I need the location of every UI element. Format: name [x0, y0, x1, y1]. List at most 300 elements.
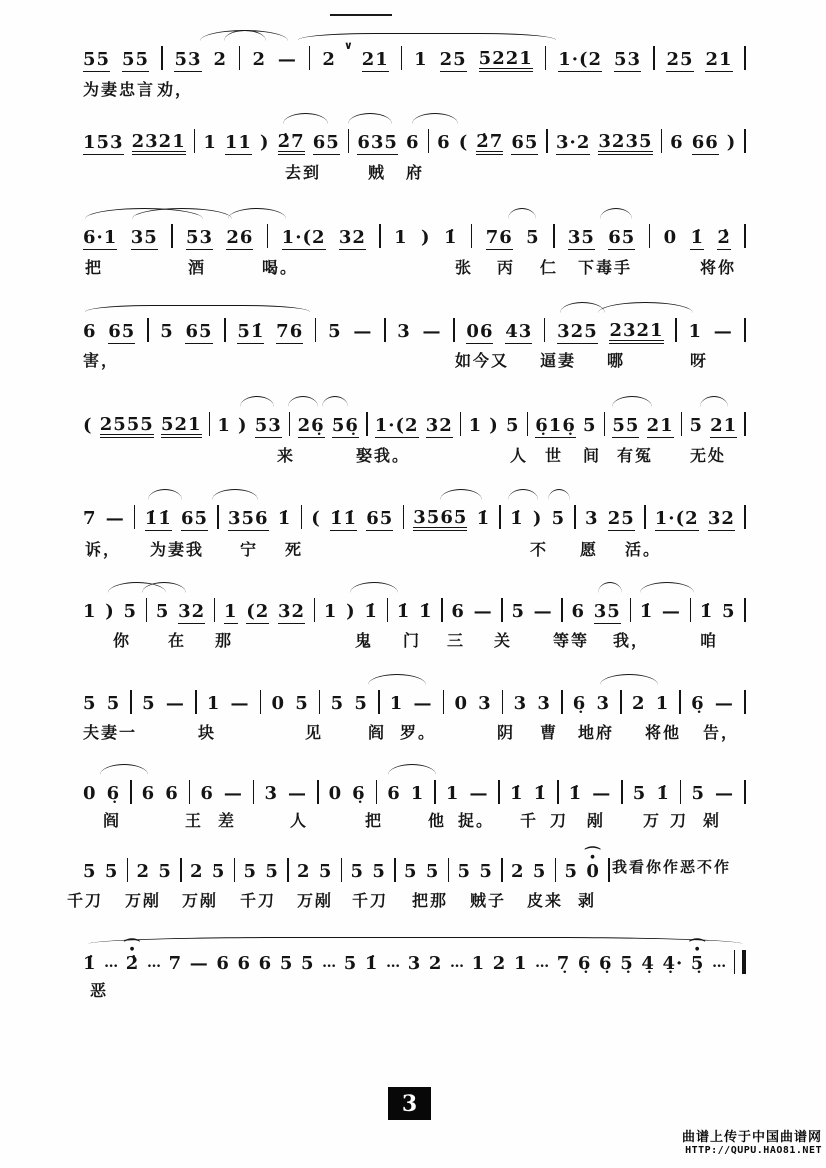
barline — [621, 780, 623, 804]
note: 5 — [583, 415, 597, 436]
barline — [366, 412, 368, 436]
note: — — [592, 783, 612, 804]
lyric-syllable: 阎 — [368, 725, 387, 742]
barline — [319, 690, 321, 714]
note: 6̣ — [572, 693, 587, 714]
note: 55 — [612, 415, 640, 436]
note: 6 — [165, 783, 179, 804]
note: 1̇ — [656, 783, 670, 804]
note: 2 — [297, 861, 311, 882]
note: — — [473, 601, 493, 622]
barline — [260, 690, 262, 714]
slur-arc — [508, 208, 536, 219]
note: 43 — [505, 321, 533, 342]
note: ⌒ 5̣ ● — [691, 955, 705, 976]
note: 25 — [666, 49, 694, 70]
note: 53 — [254, 415, 282, 436]
note: ) — [489, 415, 499, 436]
note: 65 — [608, 227, 636, 248]
note: — — [661, 601, 681, 622]
note: 521 — [161, 416, 202, 438]
barline — [134, 505, 136, 529]
slur-arc — [600, 208, 632, 219]
barline — [161, 46, 163, 70]
note: 32 — [277, 601, 306, 622]
lyric-syllable: 愿 — [580, 542, 599, 559]
barline — [561, 690, 563, 714]
barline — [441, 598, 443, 622]
note: 2 — [136, 861, 151, 882]
lyric-syllable: 关 — [494, 633, 513, 650]
note: 5 — [689, 415, 703, 436]
note: 1 — [203, 132, 217, 153]
barline — [744, 780, 746, 804]
note: 1̇ — [418, 601, 433, 622]
note: 1̇ — [364, 601, 378, 622]
note: 6 — [258, 953, 273, 974]
note: 1 — [414, 49, 428, 70]
note: — — [189, 953, 209, 974]
lyric-syllable: 王 — [185, 813, 204, 830]
note: 76 — [276, 321, 304, 342]
note: 1̇ — [510, 508, 524, 529]
note: 2555 — [100, 416, 154, 438]
note: ) — [260, 132, 270, 153]
barline — [434, 780, 436, 804]
slur-arc — [212, 489, 258, 500]
note: ) — [105, 601, 115, 622]
lyric-syllable: 在 — [168, 633, 187, 650]
slur-arc — [148, 489, 182, 500]
note: 5 — [551, 508, 566, 529]
note: 2̇ — [717, 227, 731, 248]
note: 6 — [141, 783, 156, 804]
note: — — [533, 601, 553, 622]
note: 1̇1̇ — [144, 508, 172, 529]
lyric-syllable: 去到 — [285, 165, 322, 182]
barline — [315, 318, 317, 342]
barline — [195, 690, 197, 714]
note: 3 — [585, 508, 599, 529]
barline — [471, 224, 473, 248]
note: 6 — [451, 601, 465, 622]
lyric-syllable: 酒 — [188, 260, 207, 277]
note: 5 — [457, 861, 472, 882]
notation-row-6 — [0, 505, 826, 531]
barline — [428, 129, 430, 153]
barline — [341, 858, 343, 882]
barline — [130, 690, 132, 714]
lyric-syllable: 把 — [365, 813, 384, 830]
lyric-syllable: 人 — [510, 448, 529, 465]
slur-arc — [640, 582, 694, 593]
lyric-syllable: 呀 — [690, 353, 709, 370]
note: 6 — [216, 953, 230, 974]
lyric-syllable: 你 — [113, 633, 132, 650]
lyric-syllable: 如今又 — [455, 353, 510, 370]
tie-line — [85, 305, 310, 312]
note: 5221 — [479, 50, 533, 72]
note: — — [277, 49, 297, 70]
tie-line — [298, 33, 556, 40]
barline — [287, 858, 289, 882]
barline — [498, 780, 500, 804]
note: 5 — [300, 953, 315, 974]
note: 6̣ — [577, 953, 592, 974]
note: 2 — [190, 861, 204, 882]
note: 2321 — [609, 322, 663, 344]
barline — [680, 780, 682, 804]
slur-arc — [288, 396, 318, 407]
continuation-dots: … — [104, 955, 119, 971]
barline — [189, 780, 191, 804]
note: 5 — [83, 861, 97, 882]
slur-arc — [240, 396, 274, 407]
notation-row-3 — [0, 224, 826, 250]
note: ) — [238, 415, 248, 436]
note: 0 — [454, 693, 468, 714]
lyric-syllable: 鬼 — [355, 633, 374, 650]
note: 5 — [160, 321, 174, 342]
note: 1 — [655, 693, 670, 714]
note: 0 — [663, 227, 678, 248]
barline — [744, 598, 746, 622]
note: 5 — [532, 861, 547, 882]
notation-row-5 — [0, 412, 826, 438]
note: ( — [311, 508, 321, 529]
lyric-syllable: 刀 — [670, 813, 689, 830]
note: 65 — [180, 508, 209, 529]
lyric-syllable: 告， — [703, 725, 740, 742]
lyric-syllable: 门 — [403, 633, 422, 650]
barline — [378, 690, 380, 714]
note: 1 — [206, 693, 221, 714]
lyric-syllable: 剐 — [587, 813, 606, 830]
continuation-dots: … — [146, 955, 161, 971]
lyric-syllable: 恶 — [90, 983, 109, 1000]
barline — [553, 224, 555, 248]
lyric-syllable: 无处 — [690, 448, 727, 465]
note: 1̇1̇ — [329, 508, 358, 529]
note: 53 — [185, 227, 214, 248]
note: ( — [458, 132, 469, 153]
note: 6·1 — [83, 227, 118, 248]
note: 1·(2 — [558, 49, 603, 70]
note: 0 — [83, 783, 97, 804]
lyric-syllable: 千刀 — [67, 893, 104, 910]
lyric-syllable: 等等 — [553, 633, 590, 650]
note: 6 — [405, 132, 420, 153]
barline — [253, 780, 255, 804]
lyric-syllable: 阴 — [497, 725, 516, 742]
note: 5 — [155, 601, 170, 622]
lyric-syllable: 下毒手 — [578, 260, 633, 277]
note: 26̣ — [297, 415, 325, 436]
slur-arc — [100, 764, 148, 775]
note: 0 — [271, 693, 285, 714]
lyric-syllable: 娶我。 — [356, 448, 411, 465]
lyric-syllable: 不 — [530, 542, 549, 559]
barline — [314, 598, 316, 622]
lyric-syllable: 地府 — [578, 725, 615, 742]
note: — — [413, 693, 433, 714]
barline — [443, 690, 445, 714]
barline — [502, 690, 504, 714]
lyric-syllable: 贼子 — [470, 893, 507, 910]
barline — [301, 505, 303, 529]
lyric-syllable: 千 — [520, 813, 539, 830]
note: 1̇ — [533, 783, 548, 804]
barline — [146, 598, 148, 622]
lyric-syllable: 哪 — [607, 353, 626, 370]
lyric-syllable: 丙 — [497, 260, 516, 277]
note: 5 — [511, 601, 525, 622]
note: 35 — [567, 227, 595, 248]
barline — [401, 46, 403, 70]
note: 5̣ — [620, 953, 634, 974]
barline — [555, 858, 557, 882]
barline — [744, 129, 746, 153]
note: ⌒ 2̇ ● — [126, 955, 140, 976]
lyric-syllable: 有冤 — [617, 448, 654, 465]
lyric-syllable: 皮来 — [527, 893, 564, 910]
notation-row-4 — [0, 318, 826, 344]
barline — [379, 224, 381, 248]
note: 3 — [596, 693, 611, 714]
note: ) — [346, 601, 356, 622]
note: 56̣ — [331, 415, 359, 436]
note: ( — [83, 415, 93, 436]
note: 65 — [185, 321, 213, 342]
note: 1·(2 — [281, 227, 326, 248]
note: 21 — [361, 49, 389, 70]
lyric-syllable: 把那 — [412, 893, 449, 910]
note: 5 — [104, 861, 119, 882]
note: 5 — [722, 601, 736, 622]
lyric-syllable: 害， — [83, 353, 120, 370]
note: 7̣ — [556, 953, 571, 974]
lyric-syllable: 把 — [85, 260, 104, 277]
note: 3 — [513, 693, 528, 714]
note: 26 — [226, 227, 254, 248]
lyric-syllable: 夫妻一 — [83, 725, 138, 742]
lyric-syllable: 差 — [218, 813, 237, 830]
watermark-site-name: 曲谱上传于中国曲谱网 — [681, 1129, 822, 1144]
note: 1̇ — [396, 601, 411, 622]
barline — [348, 129, 350, 153]
barline — [403, 505, 405, 529]
slur-arc — [508, 489, 538, 500]
note: 1·(2 — [654, 508, 699, 529]
note: 55 — [122, 49, 150, 70]
final-barline — [734, 950, 746, 974]
note: — — [713, 321, 733, 342]
note: 25 — [607, 508, 635, 529]
lyric-syllable: 千刀 — [240, 893, 277, 910]
barline — [501, 858, 503, 882]
note: ) — [421, 227, 431, 248]
barline — [653, 46, 655, 70]
lyric-syllable: 我， — [613, 633, 650, 650]
note: — — [714, 693, 734, 714]
lyric-syllable: 将他 — [645, 725, 682, 742]
slur-arc — [283, 113, 328, 124]
note: 2 — [213, 49, 228, 70]
barline — [604, 412, 606, 436]
lyric-syllable: 剥 — [578, 893, 597, 910]
note: 4̣· — [662, 953, 684, 974]
scan-artifact-line — [330, 14, 392, 16]
spoken-text: 我看你作恶不作 — [612, 859, 732, 876]
barline — [127, 858, 129, 882]
barline — [744, 505, 746, 529]
note: 6̣16̣ — [535, 415, 576, 436]
note: 65 — [366, 508, 394, 529]
barline — [384, 318, 386, 342]
lyric-syllable: 三 — [447, 633, 466, 650]
lyric-syllable: 劝， — [157, 82, 194, 99]
lyric-syllable: 万 — [643, 813, 662, 830]
lyric-syllable: 千刀 — [352, 893, 389, 910]
note: 32 — [707, 508, 735, 529]
barline — [394, 858, 396, 882]
note: 5 — [142, 693, 156, 714]
barline — [544, 318, 546, 342]
note: 3 — [478, 693, 492, 714]
slur-arc — [368, 674, 426, 685]
note: 1 — [513, 953, 528, 974]
note: 1̇ — [690, 227, 704, 248]
barline — [130, 780, 132, 804]
barline — [289, 412, 291, 436]
note: 1 — [410, 783, 425, 804]
note: 5 — [330, 693, 345, 714]
continuation-dots: … — [712, 955, 727, 971]
note: 53 — [174, 49, 202, 70]
note: 1 — [468, 415, 483, 436]
note: 1̇ — [476, 508, 491, 529]
notation-row-8 — [0, 690, 826, 716]
note: 2 — [511, 861, 525, 882]
note: 1̇ — [443, 227, 458, 248]
note: 5 — [318, 861, 333, 882]
note: 6 — [237, 953, 252, 974]
barline — [744, 318, 746, 342]
note: 5 — [279, 953, 294, 974]
note: — — [422, 321, 442, 342]
note: 5 — [404, 861, 418, 882]
note: 1̇ — [568, 783, 583, 804]
lyric-syllable: 剁 — [703, 813, 722, 830]
breath-mark: ∨ — [343, 39, 354, 52]
note: — — [353, 321, 373, 342]
note: 1 — [445, 783, 460, 804]
note: 2 — [631, 693, 646, 714]
barline — [224, 318, 226, 342]
notation-row-11 — [0, 950, 826, 976]
note: 1·(2 — [374, 415, 419, 436]
barline — [608, 858, 610, 882]
barline — [679, 690, 681, 714]
note: 3235 — [598, 133, 652, 155]
note: 635 — [357, 132, 398, 153]
barline — [376, 780, 378, 804]
barline — [317, 780, 319, 804]
note: 5 — [505, 415, 520, 436]
lyric-syllable: 人 — [290, 813, 309, 830]
barline — [209, 412, 211, 436]
note: 2 — [252, 49, 266, 70]
note: 32 — [338, 227, 366, 248]
note: — — [288, 783, 307, 804]
note: 5 — [632, 783, 647, 804]
note: 6 — [83, 321, 97, 342]
note: 1̇ — [364, 953, 379, 974]
lyric-syllable: 罗。 — [400, 725, 437, 742]
lyric-syllable: 见 — [305, 725, 324, 742]
barline — [675, 318, 677, 342]
note: 1 — [688, 321, 702, 342]
barline — [448, 858, 450, 882]
note: — — [223, 783, 243, 804]
lyric-syllable: 世 — [545, 448, 564, 465]
note: — — [715, 783, 734, 804]
barline — [460, 412, 462, 436]
note: — — [165, 693, 185, 714]
note: 5 — [372, 861, 386, 882]
barline — [574, 505, 576, 529]
note: 6̣ — [352, 783, 366, 804]
slur-arc — [350, 582, 398, 593]
note: 5 — [425, 861, 440, 882]
slur-arc — [440, 489, 482, 500]
note: 53 — [613, 49, 642, 70]
barline — [309, 46, 311, 70]
note: 2̇7 — [476, 133, 503, 155]
note: 5 — [83, 693, 97, 714]
note: 1 — [224, 601, 238, 622]
lyric-syllable: 间 — [583, 448, 602, 465]
note: — — [230, 693, 250, 714]
barline — [557, 780, 559, 804]
note: 65 — [312, 132, 340, 153]
note: 21 — [710, 415, 738, 436]
slur-arc — [348, 113, 392, 124]
lyric-syllable: 刀 — [550, 813, 569, 830]
note: 6̣ — [691, 693, 705, 714]
note: 6 — [200, 783, 214, 804]
note: 6 — [387, 783, 401, 804]
barline — [630, 598, 632, 622]
note: 1̇ — [277, 508, 292, 529]
note: 1̇ — [699, 601, 714, 622]
note: 32 — [425, 415, 453, 436]
notation-row-9 — [0, 780, 826, 806]
barline — [690, 598, 692, 622]
note: 35 — [593, 601, 621, 622]
notation-row-7 — [0, 598, 826, 624]
note: 76 — [485, 227, 513, 248]
note: 0 — [328, 783, 343, 804]
notation-row-2 — [0, 129, 826, 155]
note: 7 — [168, 953, 183, 974]
note: 5 — [328, 321, 342, 342]
barline — [499, 505, 501, 529]
barline — [561, 598, 563, 622]
lyric-syllable: 宁 — [240, 542, 259, 559]
note: 65 — [511, 132, 539, 153]
slur-arc — [412, 113, 458, 124]
